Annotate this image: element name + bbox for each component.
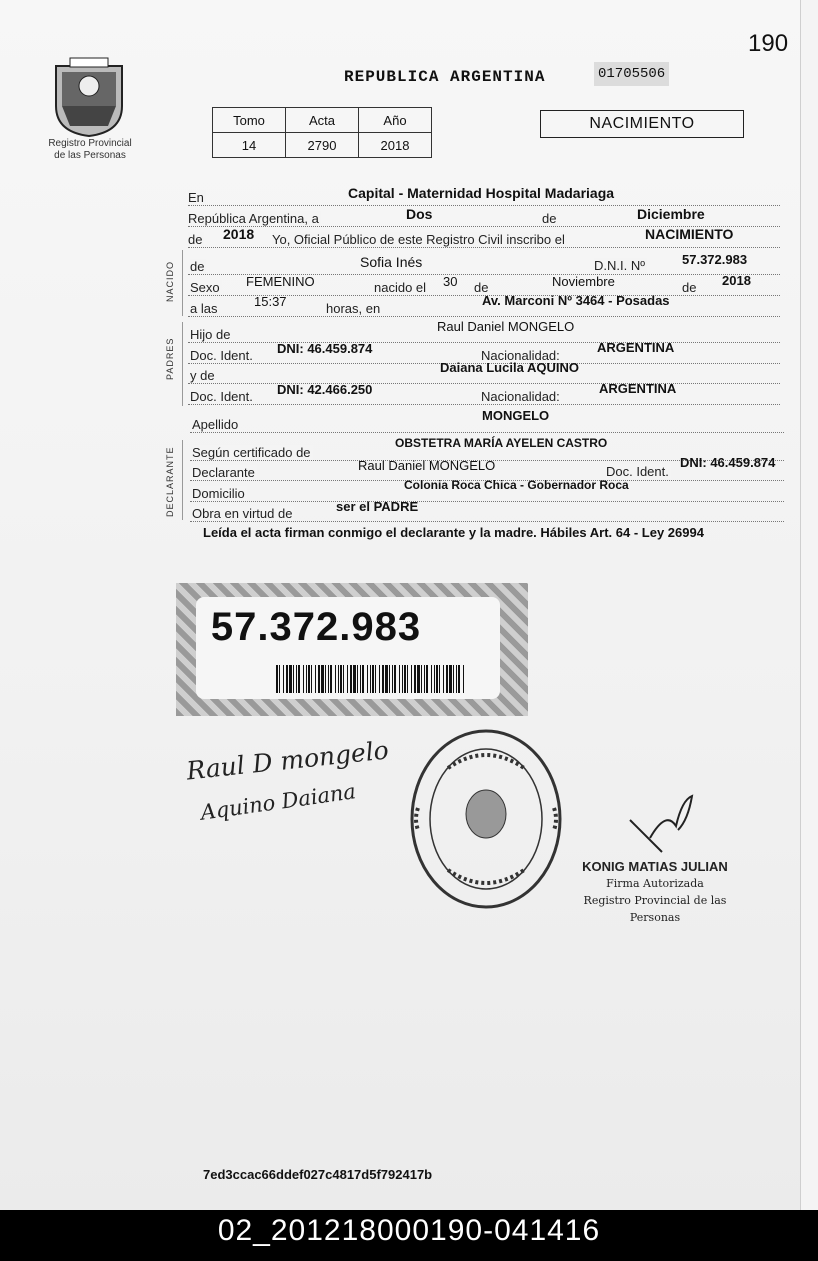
barcode-bar bbox=[424, 665, 425, 693]
header-anio: Año bbox=[359, 108, 432, 133]
value-anio: 2018 bbox=[223, 226, 255, 242]
barcode-bar bbox=[321, 665, 324, 693]
barcode-bar bbox=[311, 665, 312, 693]
nacido-divider bbox=[182, 250, 183, 316]
barcode-bar bbox=[385, 665, 388, 693]
official-role: Firma Autorizada bbox=[606, 877, 704, 890]
value-padre: Raul Daniel MONGELO bbox=[437, 319, 575, 334]
official-stamp-icon bbox=[408, 728, 564, 910]
barcode-bar bbox=[392, 665, 393, 693]
barcode-bar bbox=[325, 665, 326, 693]
value-tomo: 14 bbox=[213, 133, 286, 158]
barcode-bar bbox=[453, 665, 454, 693]
barcode-bar bbox=[456, 665, 457, 693]
barcode-bar bbox=[407, 665, 408, 693]
barcode-bar bbox=[353, 665, 356, 693]
registry-label bbox=[30, 138, 150, 162]
barcode-bar bbox=[404, 665, 406, 693]
barcode-bar bbox=[399, 665, 400, 693]
official-block bbox=[575, 858, 735, 926]
side-label-padres: PADRES bbox=[165, 337, 175, 380]
value-apellido: MONGELO bbox=[482, 408, 550, 423]
barcode-bar bbox=[379, 665, 380, 693]
label-nacido-el: nacido el bbox=[374, 280, 427, 295]
label-doc-ident-3: Doc. Ident. bbox=[606, 464, 669, 479]
reference-table bbox=[212, 107, 432, 158]
value-domicilio-nacimiento: Av. Marconi Nº 3464 - Posadas bbox=[482, 293, 670, 308]
barcode-bar bbox=[434, 665, 435, 693]
header-tomo: Tomo bbox=[213, 108, 286, 133]
value-declarante-doc: DNI: 46.459.874 bbox=[680, 455, 776, 470]
label-republica-a: República Argentina, a bbox=[188, 211, 319, 226]
label-y-de: y de bbox=[190, 368, 215, 383]
registry-label-line2: de las Personas bbox=[54, 150, 126, 161]
barcode-bar bbox=[286, 665, 288, 693]
barcode-bar bbox=[338, 665, 339, 693]
barcode-bar bbox=[375, 665, 376, 693]
barcode-bar bbox=[298, 665, 300, 693]
barcode-bar bbox=[328, 665, 329, 693]
label-declarante: Declarante bbox=[192, 465, 255, 480]
label-hijo-de: Hijo de bbox=[190, 327, 231, 342]
dni-sticker-panel bbox=[196, 597, 500, 699]
barcode-bar bbox=[389, 665, 390, 693]
barcode-bar bbox=[370, 665, 371, 693]
value-obra: ser el PADRE bbox=[336, 499, 419, 514]
label-de: de bbox=[542, 211, 557, 226]
label-yo-oficial: Yo, Oficial Público de este Registro Civil inscribo el bbox=[272, 232, 565, 247]
closing-statement: Leída el acta firman conmigo el declarante y la madre. Hábiles Art. 64 - Ley 26994 bbox=[203, 525, 704, 540]
value-madre-doc: DNI: 42.466.250 bbox=[277, 382, 373, 397]
barcode-bar bbox=[362, 665, 364, 693]
value-nac-dia: 30 bbox=[443, 274, 458, 289]
value-padre-nacionalidad: ARGENTINA bbox=[597, 340, 675, 355]
barcode-bar bbox=[347, 665, 348, 693]
label-nacionalidad-1: Nacionalidad: bbox=[481, 348, 560, 363]
barcode-bar bbox=[343, 665, 344, 693]
label-de-3: de bbox=[474, 280, 489, 295]
label-de-nacido: de bbox=[190, 259, 205, 274]
label-sexo: Sexo bbox=[190, 280, 220, 295]
value-madre: Daiana Lucila AQUINO bbox=[440, 360, 579, 375]
label-doc-ident-2: Doc. Ident. bbox=[190, 389, 253, 404]
declarante-divider bbox=[182, 440, 183, 520]
barcode-bar bbox=[306, 665, 307, 693]
official-signature-icon bbox=[622, 790, 702, 860]
side-label-nacido: NACIDO bbox=[165, 260, 175, 302]
barcode-bar bbox=[463, 665, 464, 693]
value-certificado: OBSTETRA MARÍA AYELEN CASTRO bbox=[395, 436, 608, 450]
value-nombre: Sofia Inés bbox=[360, 254, 423, 270]
act-type-box: NACIMIENTO bbox=[540, 110, 744, 138]
padres-divider bbox=[182, 322, 183, 406]
label-segun-certificado: Según certificado de bbox=[192, 445, 311, 460]
dni-sticker-number: 57.372.983 bbox=[210, 605, 422, 649]
barcode-bar bbox=[283, 665, 284, 693]
label-apellido: Apellido bbox=[192, 417, 239, 432]
barcode-bar bbox=[296, 665, 297, 693]
file-identifier: 02_201218000190-041416 bbox=[0, 1210, 818, 1261]
value-declarante: Raul Daniel MONGELO bbox=[358, 458, 496, 473]
barcode-bar bbox=[394, 665, 396, 693]
value-mes: Diciembre bbox=[637, 206, 705, 222]
page-number: 190 bbox=[748, 30, 789, 57]
value-nac-anio: 2018 bbox=[722, 273, 751, 288]
dni-sticker bbox=[176, 583, 528, 716]
value-nac-mes: Noviembre bbox=[552, 274, 615, 289]
barcode-bar bbox=[367, 665, 368, 693]
barcode-bar bbox=[293, 665, 294, 693]
label-de-4: de bbox=[682, 280, 697, 295]
barcode-bar bbox=[372, 665, 374, 693]
label-horas-en: horas, en bbox=[326, 301, 381, 316]
barcode-bar bbox=[382, 665, 384, 693]
value-tipo: NACIMIENTO bbox=[645, 226, 734, 242]
provincial-seal-icon bbox=[48, 56, 130, 138]
barcode-bar bbox=[458, 665, 460, 693]
barcode-bar bbox=[289, 665, 292, 693]
label-obra: Obra en virtud de bbox=[192, 506, 293, 521]
official-name: KONIG MATIAS JULIAN bbox=[582, 859, 728, 874]
barcode-bar bbox=[443, 665, 444, 693]
value-madre-nacionalidad: ARGENTINA bbox=[599, 381, 677, 396]
value-padre-doc: DNI: 46.459.874 bbox=[277, 341, 373, 356]
barcode-bar bbox=[414, 665, 416, 693]
barcode-bar bbox=[439, 665, 440, 693]
registry-label-line1: Registro Provincial bbox=[48, 138, 132, 149]
label-de-2: de bbox=[188, 232, 203, 247]
barcode-bar bbox=[308, 665, 310, 693]
barcode-bar bbox=[340, 665, 342, 693]
document-hash: 7ed3ccac66ddef027c4817d5f792417b bbox=[203, 1167, 433, 1182]
value-dia: Dos bbox=[406, 206, 433, 222]
document-title: REPUBLICA ARGENTINA bbox=[344, 68, 546, 86]
barcode-bar bbox=[279, 665, 280, 693]
barcode-bar bbox=[411, 665, 412, 693]
value-domicilio: Colonia Roca Chica - Gobernador Roca bbox=[404, 478, 629, 492]
signature-father: Raul D mongelo bbox=[185, 735, 391, 786]
label-nacionalidad-2: Nacionalidad: bbox=[481, 389, 560, 404]
value-sexo: FEMENINO bbox=[246, 274, 315, 289]
label-domicilio: Domicilio bbox=[192, 486, 245, 501]
barcode-bar bbox=[330, 665, 332, 693]
side-label-declarante: DECLARANTE bbox=[165, 446, 175, 517]
barcode-icon bbox=[276, 665, 468, 693]
barcode-bar bbox=[350, 665, 352, 693]
label-a-las: a las bbox=[190, 301, 218, 316]
value-lugar: Capital - Maternidad Hospital Madariaga bbox=[348, 185, 615, 201]
official-org: Registro Provincial de las Personas bbox=[583, 894, 727, 924]
header-acta: Acta bbox=[286, 108, 359, 133]
barcode-bar bbox=[449, 665, 452, 693]
serial-number: 01705506 bbox=[594, 62, 669, 86]
barcode-bar bbox=[417, 665, 420, 693]
barcode-bar bbox=[436, 665, 438, 693]
barcode-bar bbox=[315, 665, 316, 693]
value-acta: 2790 bbox=[286, 133, 359, 158]
barcode-bar bbox=[402, 665, 403, 693]
barcode-bar bbox=[446, 665, 448, 693]
value-dni: 57.372.983 bbox=[682, 252, 748, 267]
label-doc-ident-1: Doc. Ident. bbox=[190, 348, 253, 363]
label-dni: D.N.I. Nº bbox=[594, 258, 645, 273]
value-anio: 2018 bbox=[359, 133, 432, 158]
barcode-bar bbox=[276, 665, 278, 693]
barcode-bar bbox=[431, 665, 432, 693]
signature-mother: Aquino Daiana bbox=[199, 779, 358, 825]
barcode-bar bbox=[318, 665, 320, 693]
barcode-bar bbox=[303, 665, 304, 693]
label-en: En bbox=[188, 190, 204, 205]
barcode-bar bbox=[357, 665, 358, 693]
barcode-bar bbox=[426, 665, 428, 693]
value-hora: 15:37 bbox=[254, 294, 287, 309]
barcode-bar bbox=[335, 665, 336, 693]
barcode-bar bbox=[360, 665, 361, 693]
barcode-bar bbox=[421, 665, 422, 693]
